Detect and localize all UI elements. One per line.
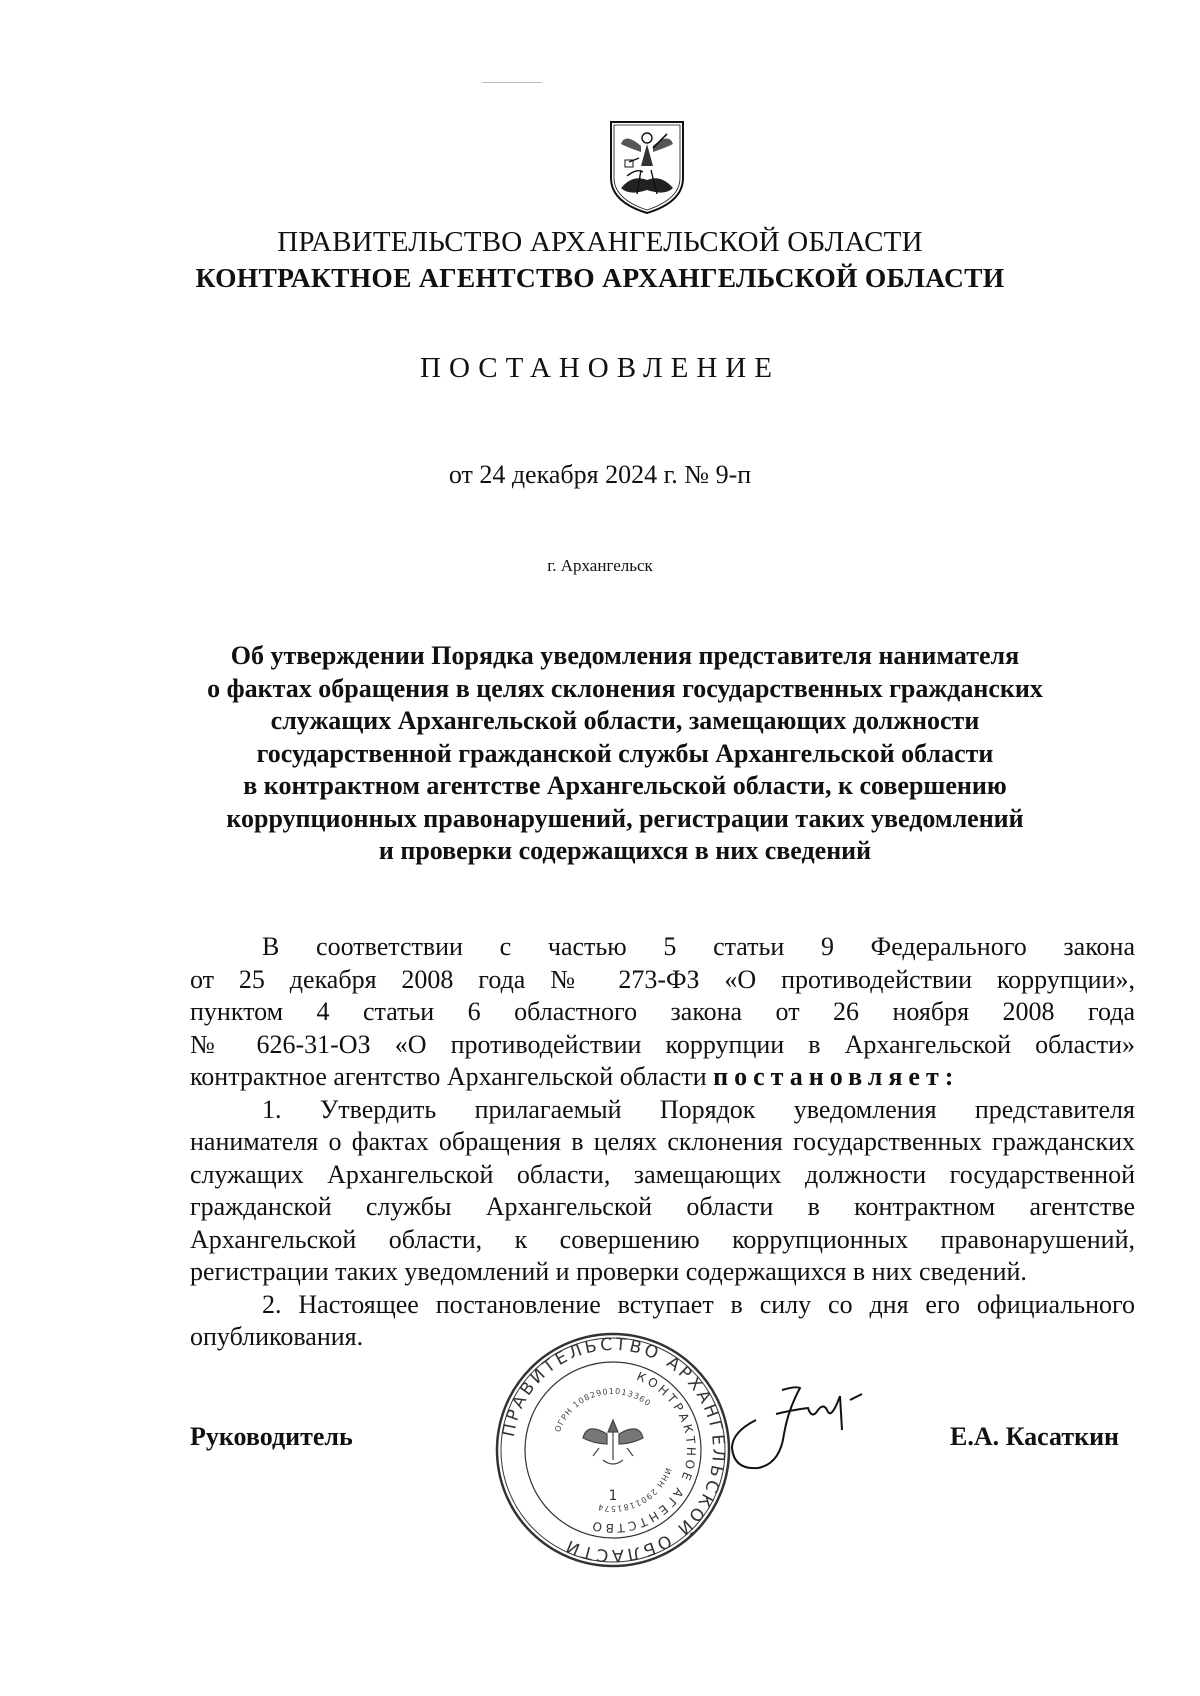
subject-line: Об утверждении Порядка уведомления представителя нанимателя: [230, 641, 1020, 670]
seal-ogrn: ОГРН 1082901013360: [553, 1386, 653, 1434]
preamble-line: № 626-31-ОЗ «О противодействии коррупции в Архангельской области»: [190, 1029, 1135, 1059]
document-city: г. Архангельск: [547, 556, 653, 575]
document-date-number: от 24 декабря 2024 г. № 9-п: [448, 460, 752, 489]
preamble-line: от 25 декабря 2008 года № 273-ФЗ «О противодействии коррупции»,: [190, 964, 1135, 994]
preamble-last-line: [190, 1061, 1135, 1094]
seal-mark: 1: [608, 1488, 618, 1504]
svg-text:ОГРН 1082901013360: [553, 1387, 653, 1433]
item-2-last-line: опубликования.: [190, 1322, 364, 1351]
government-name: ПРАВИТЕЛЬСТВО АРХАНГЕЛЬСКОЙ ОБЛАСТИ: [277, 226, 923, 258]
subject-line: о фактах обращения в целях склонения государственных гражданских: [207, 673, 1043, 703]
item-1-line: гражданской службы Архангельской области в контрактном агентстве: [190, 1192, 1135, 1221]
scan-mark: [482, 82, 542, 83]
preamble-line: В соответствии с частью 5 статьи 9 Федерального закона: [262, 932, 1135, 961]
subject-line: и проверки содержащихся в них сведений: [378, 836, 872, 865]
official-round-seal-icon: [493, 1330, 733, 1570]
item-1-line: служащих Архангельской области, замещающих должности государственной: [190, 1159, 1135, 1189]
subject-line: коррупционных правонарушений, регистрации таких уведомлений: [226, 803, 1024, 833]
subject-line: в контрактном агентстве Архангельской области, к совершению: [243, 771, 1007, 800]
document-type: ПОСТАНОВЛЕНИЕ: [420, 352, 780, 384]
item-1-line: Архангельской области, к совершению коррупционных правонарушений,: [190, 1224, 1135, 1254]
item-1-last-line: регистрации таких уведомлений и проверки содержащихся в них сведений.: [190, 1257, 1027, 1286]
item-1-line: 1. Утвердить прилагаемый Порядок уведомления представителя: [262, 1094, 1135, 1124]
signatory-name: Е.А. Касаткин: [950, 1422, 1120, 1451]
document-body: [190, 931, 1135, 1354]
subject-line: служащих Архангельской области, замещающих должности: [270, 706, 980, 735]
item-1-line: нанимателя о фактах обращения в целях склонения государственных гражданских: [190, 1127, 1135, 1156]
preamble-agency: контрактное агентство Архангельской области: [190, 1062, 707, 1091]
document-subject: [150, 640, 1100, 868]
seal-inn: ИНН 2901181574: [596, 1466, 673, 1514]
subject-line: государственной гражданской службы Архангельской области: [256, 738, 994, 768]
decrees-word: постановляет:: [713, 1062, 960, 1091]
signatory-title: Руководитель: [190, 1422, 353, 1451]
seal-inner-text: КОНТРАКТНОЕ АГЕНТСТВО: [588, 1369, 699, 1536]
handwritten-signature-icon: [728, 1380, 898, 1480]
agency-name: КОНТРАКТНОЕ АГЕНТСТВО АРХАНГЕЛЬСКОЙ ОБЛАСТИ: [195, 262, 1005, 293]
seal-outer-text: ПРАВИТЕЛЬСТВО АРХАНГЕЛЬСКОЙ ОБЛАСТИ: [498, 1334, 729, 1566]
item-2-line: 2. Настоящее постановление вступает в силу со дня его официального: [262, 1289, 1135, 1319]
preamble-line: пунктом 4 статьи 6 областного закона от 26 ноября 2008 года: [190, 997, 1135, 1026]
arkhangelsk-coat-of-arms-icon: [607, 118, 687, 216]
